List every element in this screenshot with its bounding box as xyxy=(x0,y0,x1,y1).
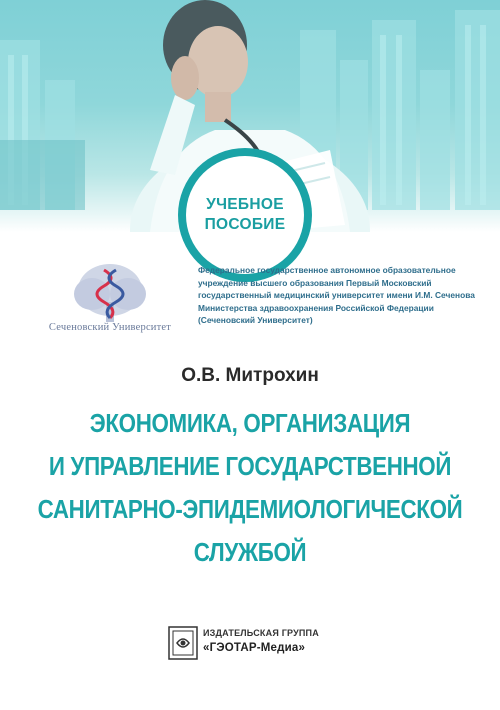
university-description-line: учреждение высшего образования Первый Московский xyxy=(198,277,432,288)
university-description-line: Федеральное государственное автономное образовательное xyxy=(198,265,456,275)
book-title xyxy=(35,402,465,574)
geotar-logo-icon xyxy=(168,626,198,660)
badge-line-2: ПОСОБИЕ xyxy=(204,216,286,233)
university-description-line: (Сеченовский Университет) xyxy=(198,315,313,326)
university-description-line: Министерства здравоохранения Российской Федерации xyxy=(198,302,434,313)
university-description-line: государственный медицинский университет имени И.М. Сеченова xyxy=(198,290,475,301)
book-title-line: И УПРАВЛЕНИЕ ГОСУДАРСТВЕННОЙ xyxy=(48,451,452,481)
university-name: Сеченовский Университет xyxy=(48,322,172,333)
book-title-line: САНИТАРНО-ЭПИДЕМИОЛОГИЧЕСКОЙ xyxy=(37,494,463,524)
badge-line-1: УЧЕБНОЕ xyxy=(206,196,284,213)
badge-inner-circle xyxy=(186,156,304,274)
textbook-badge xyxy=(178,148,312,282)
publisher-label: ИЗДАТЕЛЬСКАЯ ГРУППА xyxy=(203,628,319,638)
university-description xyxy=(198,264,478,327)
book-title-line: ЭКОНОМИКА, ОРГАНИЗАЦИЯ xyxy=(89,408,411,438)
book-title-line: СЛУЖБОЙ xyxy=(193,537,307,567)
publisher-name: «ГЭОТАР-Медиа» xyxy=(203,642,306,654)
author-name: О.В. Митрохин xyxy=(181,365,319,386)
